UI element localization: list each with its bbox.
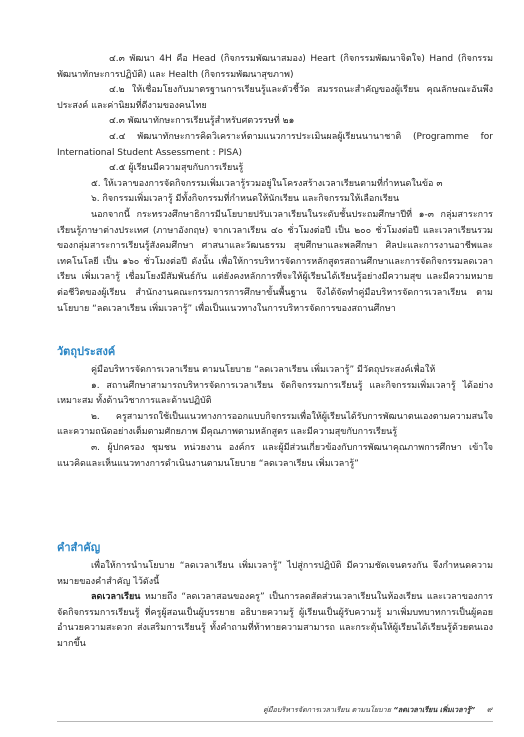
definition-term: ลดเวลาเรียน [91,592,141,603]
footer-divider [57,721,493,722]
paragraph-4-2: ๔.๒ ให้เชื่อมโยงกับมาตรฐานการเรียนรู้และตัวชี้วัด สมรรถนะสำคัญของผู้เรียน คุณลักษณะอันพึงประสงค์ และค่านิยมที่ดีงามของคนไทย [57,85,493,111]
paragraph-4-3: ๔.๓ พัฒนาทักษะการเรียนรู้สำหรับศตวรรษที่ ๒๑ [109,116,295,127]
intro-section [57,52,493,317]
paragraph-4-1: ๔.๓ พัฒนา 4H คือ Head (กิจกรรมพัฒนาสมอง) Heart (กิจกรรมพัฒนาจิตใจ) Hand (กิจกรรมพัฒนาทักษะการปฏิบัติ) และ Health (กิจกรรมพัฒนาสุขภาพ) [57,54,493,80]
objectives-intro: คู่มือบริหารจัดการเวลาเรียน ตามนโยบาย “ลดเวลาเรียน เพิ่มเวลารู้” มีวัตถุประสงค์เพื่อให้ [91,365,436,375]
definition-paragraph [57,590,493,652]
heading-objectives: วัตถุประสงค์ [57,345,116,358]
objectives-section [57,363,493,472]
definition-text: หมายถึง “ลดเวลาสอนของครู” เป็นการลดสัดส่วนเวลาเรียนในห้องเรียน และเวลาของการจัดกิจกรรมการเรียนรู้ ที่ครูผู้สอนเป็นผู้บรรยาย อธิบายความรู้ ผู้เรียนเป็นผู้รับความรู้ มาเพิ่มบทบาทการเป็นผู้คอยอำนวยความสะดวก ส่งเสริมการเรียนรู้ ทั้งคำถามที่ท้าทายความสามารถ และกระตุ้นให้ผู้เรียนได้เรียนรู้ด้วยตนเองมากขึ้น [57,592,493,649]
paragraph-6: ๖. กิจกรรมเพิ่มเวลารู้ มีทั้งกิจกรรมที่กำหนดให้นักเรียน และกิจกรรมให้เลือกเรียน [91,194,400,205]
heading-keywords: คำสำคัญ [57,541,101,554]
footer-policy-name: “ลดเวลาเรียน เพิ่มเวลารู้” [393,705,476,714]
keywords-section [57,559,493,653]
paragraph-4-4: ๔.๔ พัฒนาทักษะการคิดวิเคราะห์ตามแนวการประเมินผลผู้เรียนนานาชาติ (Programme for International Student Assessment : PISA) [57,131,493,158]
page-footer [263,703,493,716]
objective-3: ๓. ผู้ปกครอง ชุมชน หน่วยงาน องค์กร และผู้มีส่วนเกี่ยวข้องกับการพัฒนาคุณภาพการศึกษา เข้าใจแนวคิดและเห็นแนวทางการดำเนินงานตามนโยบาย “ลดเวลาเรียน เพิ่มเวลารู้” [57,442,493,469]
paragraph-4-5: ๔.๕ ผู้เรียนมีความสุขกับการเรียนรู้ [109,163,244,174]
objective-2: ๒. ครูสามารถใช้เป็นแนวทางการออกแบบกิจกรรมเพื่อให้ผู้เรียนได้รับการพัฒนาตนเองตามความสนใจและความถนัดอย่างเต็มตามศักยภาพ มีคุณภาพตามหลักสูตร และมีความสุขกับการเรียนรู้ [57,411,493,438]
objective-1: ๑. สถานศึกษาสามารถบริหารจัดการเวลาเรียน จัดกิจกรรมการเรียนรู้ และกิจกรรมเพิ่มเวลารู้ ได้อย่างเหมาะสม ทั้งด้านวิชาการและด้านปฏิบัติ [57,380,493,407]
footer-title: คู่มือบริหารจัดการเวลาเรียน ตามนโยบาย [262,705,394,714]
paragraph-policy: นอกจากนี้ กระทรวงศึกษาธิการมีนโยบายปรับเวลาเรียนในระดับชั้นประถมศึกษาปีที่ ๑-๓ กลุ่มสาระการเรียนรู้ภาษาต่างประเทศ (ภาษาอังกฤษ) จากเวลาเรียน ๔๐ ชั่วโมงต่อปี เป็น ๒๐๐ ชั่วโมงต่อปี และเวลาเรียนรวมของกลุ่มสาระการเรียนรู้สังคมศึกษา ศาสนาและวัฒนธรรม สุขศึกษาและพลศึกษา ศิลปะและการงานอาชีพและเทคโนโลยี เป็น ๑๖๐ ชั่วโมงต่อปี ดังนั้น เพื่อให้การบริหารจัดการหลักสูตรสถานศึกษาและการจัดกิจกรรมลดเวลาเรียน เพิ่มเวลารู้ เชื่อมโยงมีสัมพันธ์กัน แต่ยังคงหลักการที่จะให้ผู้เรียนได้เรียนรู้อย่างมีความสุข และมีความหมายต่อชีวิตของผู้เรียน สำนักงานคณะกรรมการการศึกษาขั้นพื้นฐาน จึงได้จัดทำคู่มือบริหารจัดการเวลาเรียน ตามนโยบาย “ลดเวลาเรียน เพิ่มเวลารู้” เพื่อเป็นแนวทางในการบริหารจัดการของสถานศึกษา [57,209,493,314]
page-number: ๙ [487,705,493,714]
paragraph-5: ๕. ให้เวลาของการจัดกิจกรรมเพิ่มเวลารู้รวมอยู่ในโครงสร้างเวลาเรียนตามที่กำหนดในข้อ ๓ [91,178,443,189]
keywords-intro: เพื่อให้การนำนโยบาย “ลดเวลาเรียน เพิ่มเวลารู้” ไปสู่การปฏิบัติ มีความชัดเจนตรงกัน จึงกำหนดความหมายของคำสำคัญ ไว้ดังนี้ [57,561,493,587]
